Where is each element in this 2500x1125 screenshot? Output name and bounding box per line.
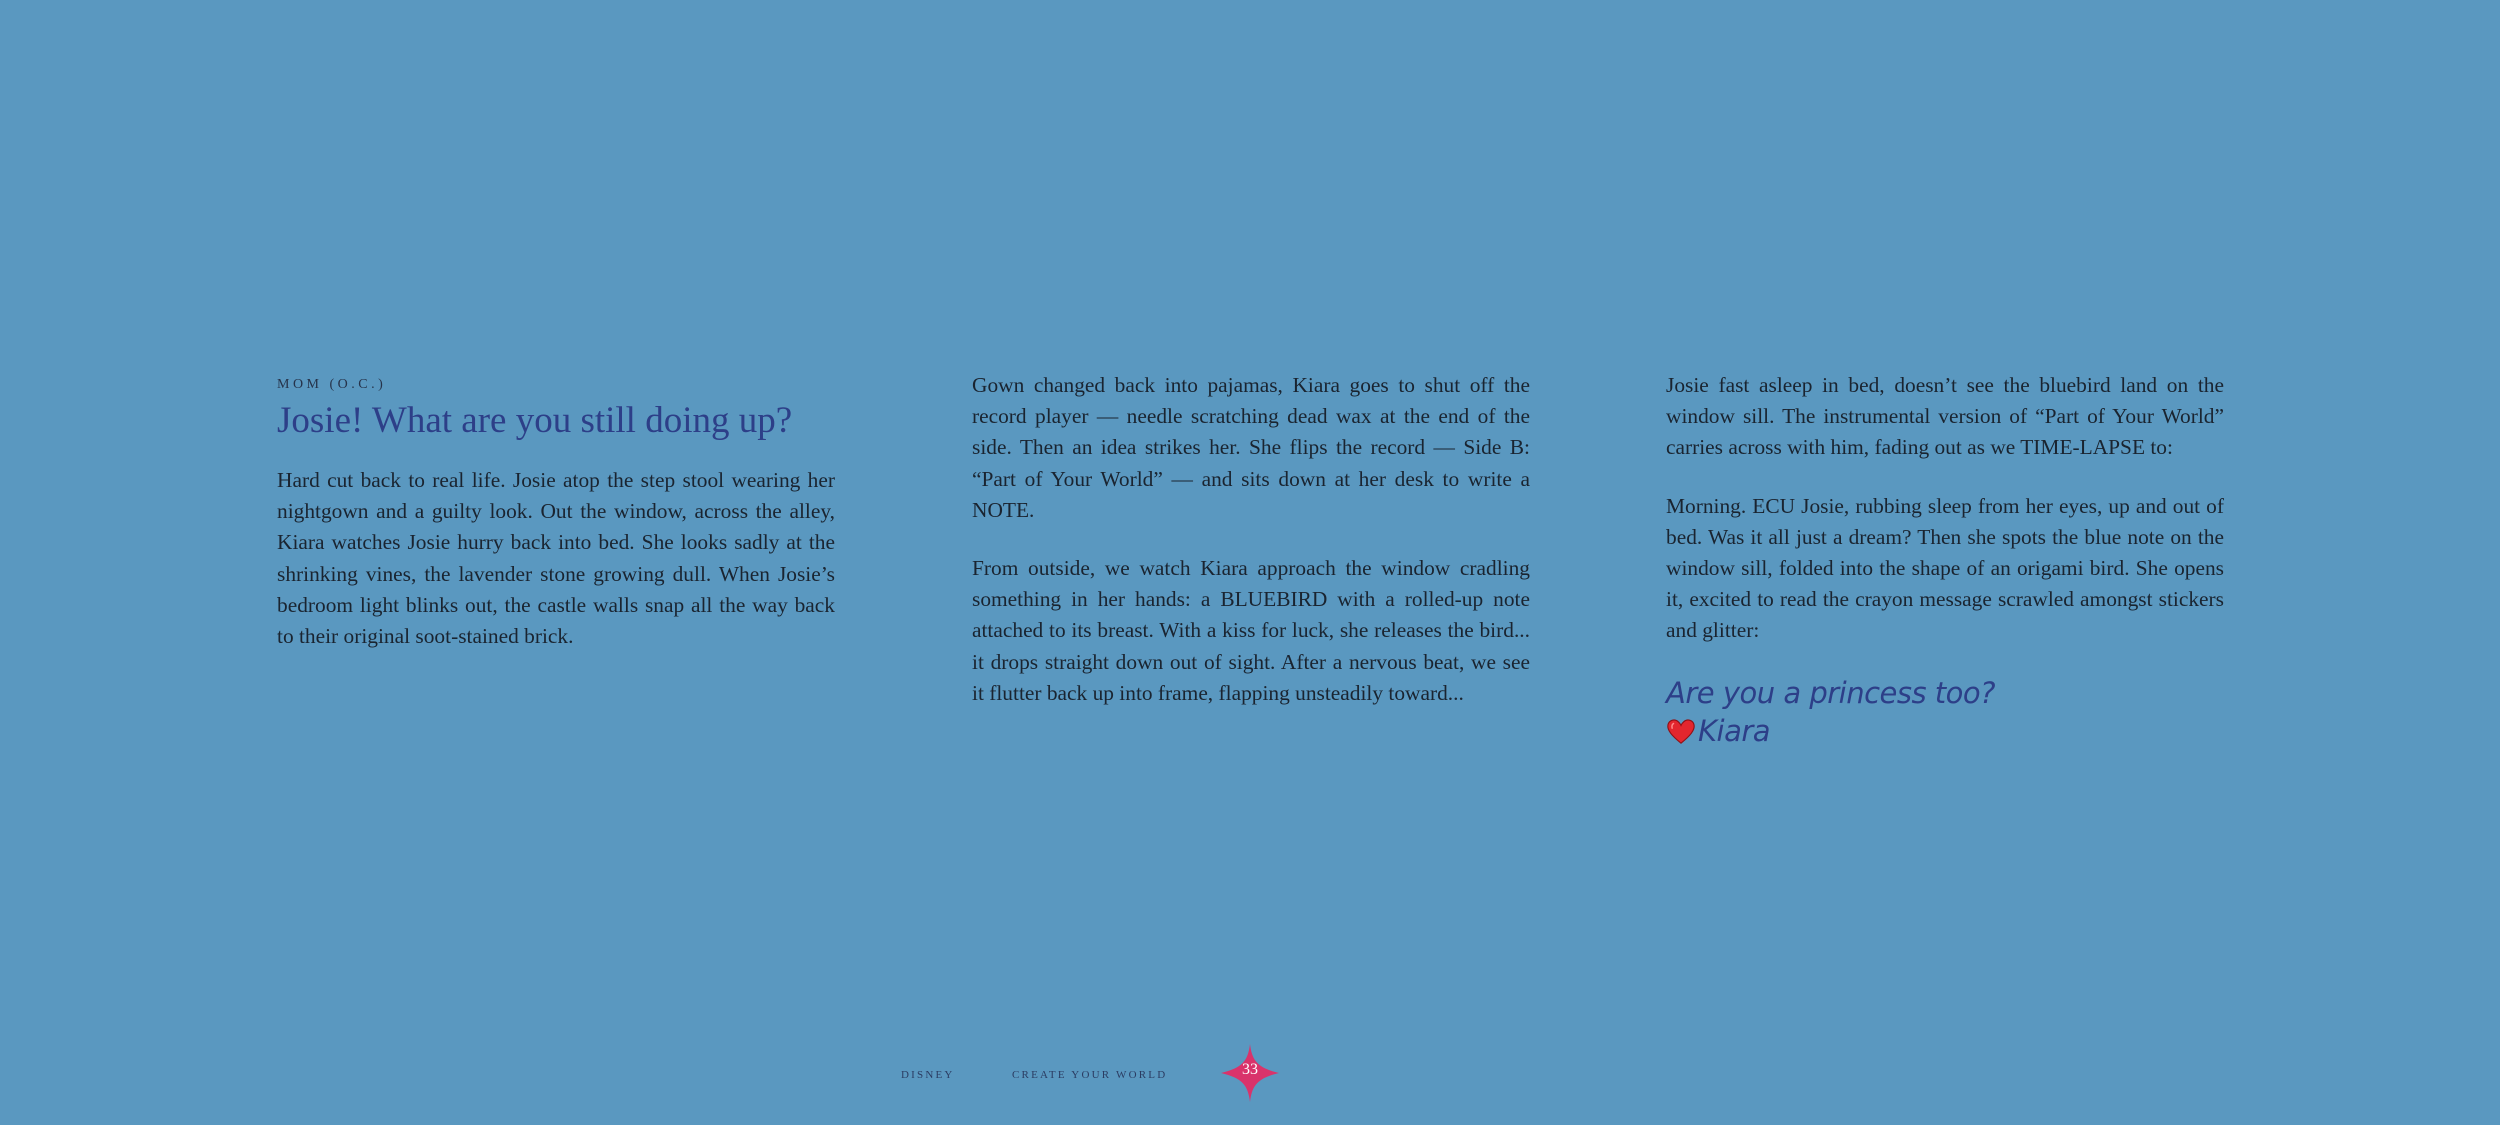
column-middle: [972, 370, 1530, 736]
crayon-note: [1666, 674, 2224, 750]
action-paragraph: From outside, we watch Kiara approach the window cradling something in her hands: a BLUEBIRD with a rolled-up note attached to its breast. With a kiss for luck, she releases the bird... it drops straight down out of sight. After a nervous beat, we see it flutter back up into frame, flapping unsteadily toward...: [972, 556, 1530, 705]
column-left: [277, 370, 835, 679]
note-signature-line: [1666, 712, 2224, 750]
note-signature: Kiara: [1698, 713, 1771, 748]
action-paragraph: Josie fast asleep in bed, doesn’t see the bluebird land on the window sill. The instrumental version of “Part of Your World” carries across with him, fading out as we TIME-LAPSE to:: [1666, 373, 2224, 460]
page-number-badge: [1220, 1043, 1280, 1103]
footer-tagline: CREATE YOUR WORLD: [1012, 1069, 1168, 1081]
column-right: [1666, 370, 2224, 750]
note-message: Are you a princess too?: [1666, 675, 1996, 710]
character-name: MOM (O.C.): [277, 377, 387, 392]
action-paragraph: Gown changed back into pajamas, Kiara goes to shut off the record player — needle scratching dead wax at the end of the side. Then an idea strikes her. She flips the record — Side B: “Part of Your World” — and sits down at her desk to write a NOTE.: [972, 373, 1530, 522]
heart-icon: [1666, 717, 1696, 745]
page-number: 33: [1242, 1061, 1258, 1078]
page-footer: [0, 1043, 2500, 1103]
dialogue-line: Josie! What are you still doing up?: [277, 400, 793, 441]
action-paragraph: Hard cut back to real life. Josie atop the step stool wearing her nightgown and a guilty look. Out the window, across the alley, Kiara watches Josie hurry back into bed. She looks sadly at the shrinking vines, the lavender stone growing dull. When Josie’s bedroom light blinks out, the castle walls snap all the way back to their original soot-stained brick.: [277, 468, 835, 649]
footer-brand: DISNEY: [901, 1069, 955, 1081]
action-paragraph: Morning. ECU Josie, rubbing sleep from her eyes, up and out of bed. Was it all just a dream? Then she spots the blue note on the window sill, folded into the shape of an origami bird. She opens it, excited to read the crayon message scrawled amongst stickers and glitter:: [1666, 493, 2224, 643]
